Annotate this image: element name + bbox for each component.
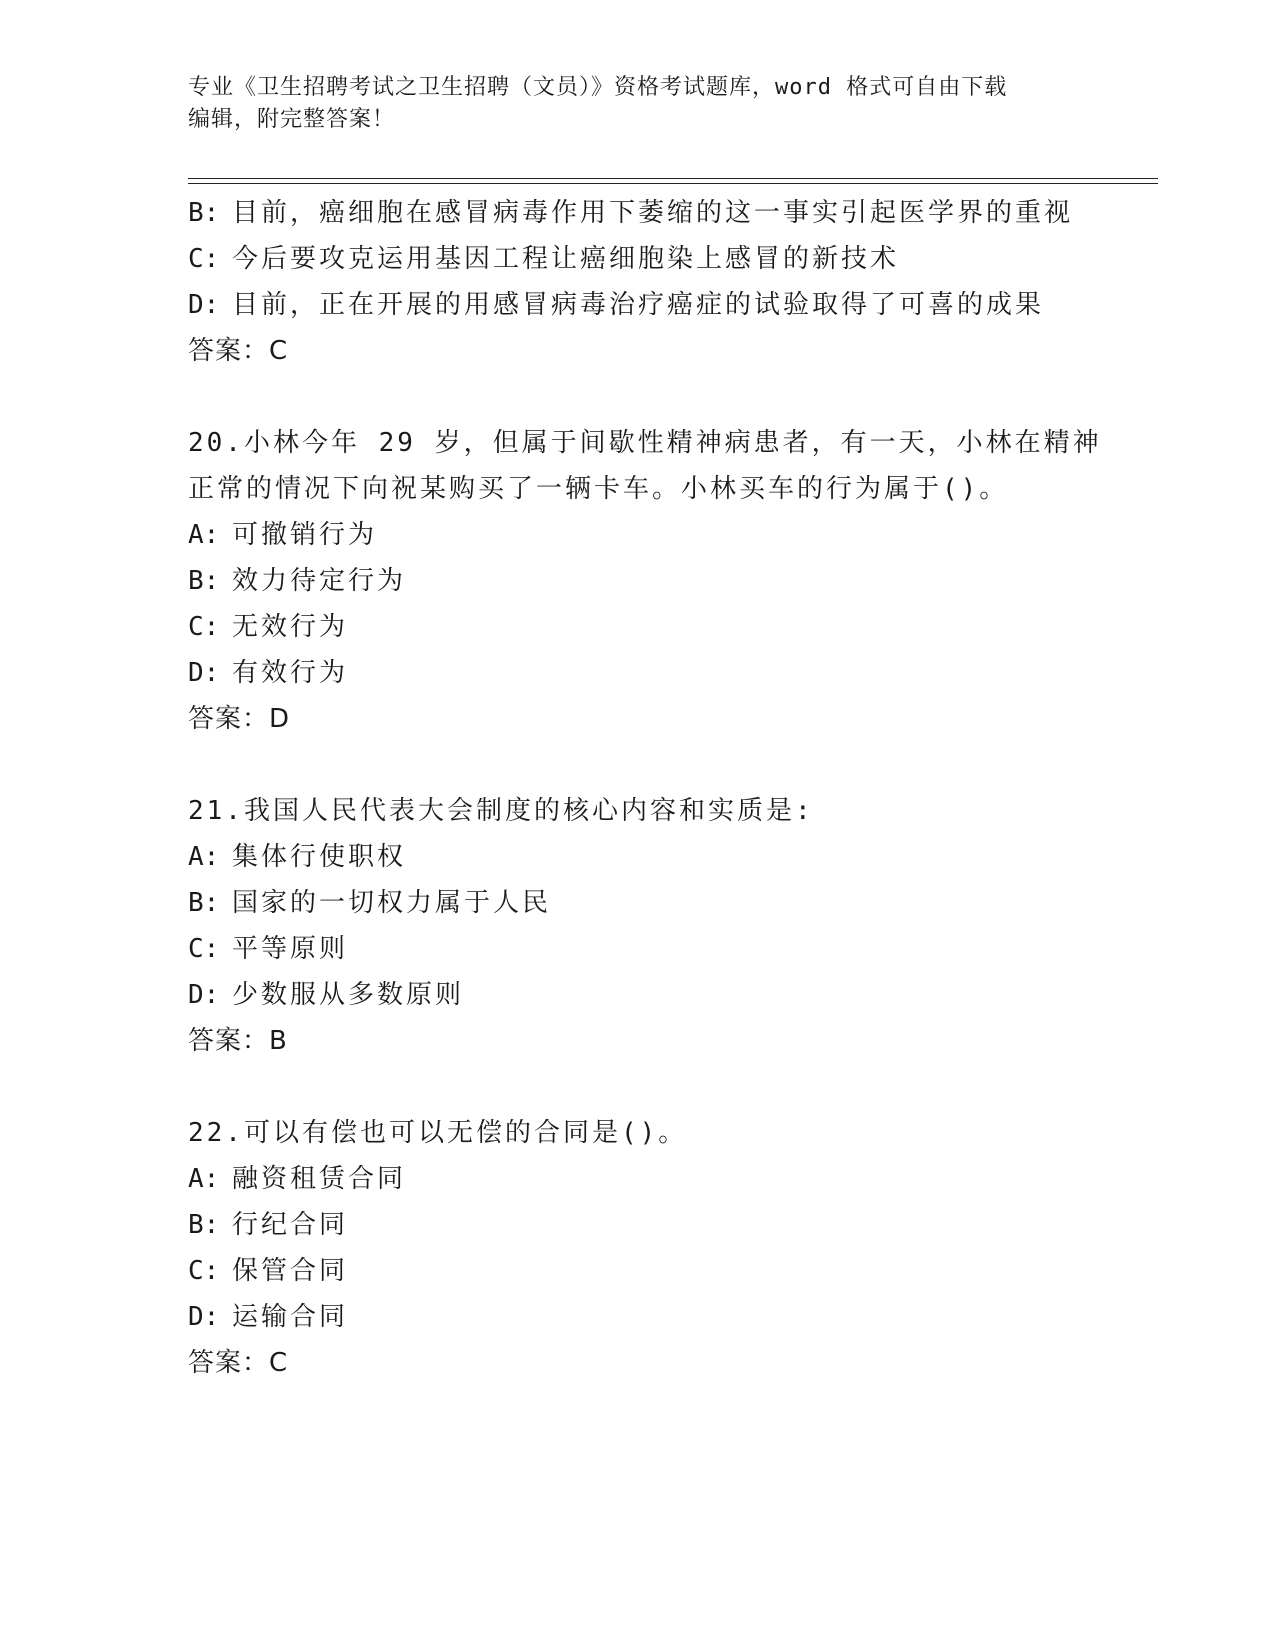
option-c	[188, 236, 1148, 282]
option-letter: A:	[188, 520, 220, 550]
option-d	[188, 282, 1148, 328]
option-text: 国家的一切权力属于人民	[232, 888, 552, 918]
option-text: 集体行使职权	[232, 842, 407, 872]
question-stem: 21.我国人民代表大会制度的核心内容和实质是:	[188, 796, 814, 826]
prev-question-block	[188, 190, 1148, 374]
answer-line: 答案：B	[188, 1026, 288, 1056]
option-text: 融资租赁合同	[232, 1164, 407, 1194]
header-rule-top	[188, 178, 1158, 179]
option-letter: D:	[188, 658, 220, 688]
option-text: 目前，癌细胞在感冒病毒作用下萎缩的这一事实引起医学界的重视	[232, 198, 1074, 228]
option-letter: D:	[188, 290, 220, 320]
option-text: 无效行为	[232, 612, 349, 642]
answer-line: 答案：C	[188, 336, 289, 366]
option-text: 今后要攻克运用基因工程让癌细胞染上感冒的新技术	[232, 244, 900, 274]
option-text: 目前，正在开展的用感冒病毒治疗癌症的试验取得了可喜的成果	[232, 290, 1045, 320]
question-spacer	[188, 742, 1148, 788]
option-b	[188, 1202, 1148, 1248]
option-a	[188, 834, 1148, 880]
option-text: 保管合同	[232, 1256, 349, 1286]
option-letter: B:	[188, 198, 220, 228]
option-text: 平等原则	[232, 934, 349, 964]
option-text: 效力待定行为	[232, 566, 407, 596]
option-a	[188, 1156, 1148, 1202]
option-c	[188, 604, 1148, 650]
option-letter: C:	[188, 1256, 220, 1286]
question-stem-continued: 正常的情况下向祝某购买了一辆卡车。小林买车的行为属于()。	[188, 474, 1009, 504]
option-letter: D:	[188, 980, 220, 1010]
question-stem: 20.小林今年 29 岁，但属于间歇性精神病患者，有一天，小林在精神	[188, 428, 1102, 458]
option-letter: C:	[188, 934, 220, 964]
header-line-1: 专业《卫生招聘考试之卫生招聘（文员）》资格考试题库，word 格式可自由下载	[188, 75, 1008, 100]
option-letter: A:	[188, 1164, 220, 1194]
option-text: 行纪合同	[232, 1210, 349, 1240]
header-rule-bottom	[188, 183, 1158, 184]
question-20	[188, 420, 1148, 742]
question-stem: 22.可以有偿也可以无偿的合同是()。	[188, 1118, 688, 1148]
option-text: 运输合同	[232, 1302, 349, 1332]
option-c	[188, 926, 1148, 972]
option-letter: D:	[188, 1302, 220, 1332]
option-text: 可撤销行为	[232, 520, 378, 550]
option-letter: C:	[188, 612, 220, 642]
option-d	[188, 1294, 1148, 1340]
option-a	[188, 512, 1148, 558]
option-letter: B:	[188, 566, 220, 596]
question-spacer	[188, 374, 1148, 420]
option-b	[188, 558, 1148, 604]
option-letter: A:	[188, 842, 220, 872]
option-letter: C:	[188, 244, 220, 274]
option-d	[188, 650, 1148, 696]
question-21	[188, 788, 1148, 1064]
option-text: 有效行为	[232, 658, 349, 688]
answer-line: 答案：D	[188, 704, 291, 734]
header-line-2: 编辑，附完整答案！	[188, 107, 396, 132]
option-d	[188, 972, 1148, 1018]
option-letter: B:	[188, 1210, 220, 1240]
question-22	[188, 1110, 1148, 1386]
question-list	[188, 190, 1148, 1386]
option-c	[188, 1248, 1148, 1294]
document-header	[188, 72, 1088, 136]
option-text: 少数服从多数原则	[232, 980, 465, 1010]
option-letter: B:	[188, 888, 220, 918]
answer-line: 答案：C	[188, 1348, 289, 1378]
question-spacer	[188, 1064, 1148, 1110]
option-b	[188, 190, 1148, 236]
option-b	[188, 880, 1148, 926]
